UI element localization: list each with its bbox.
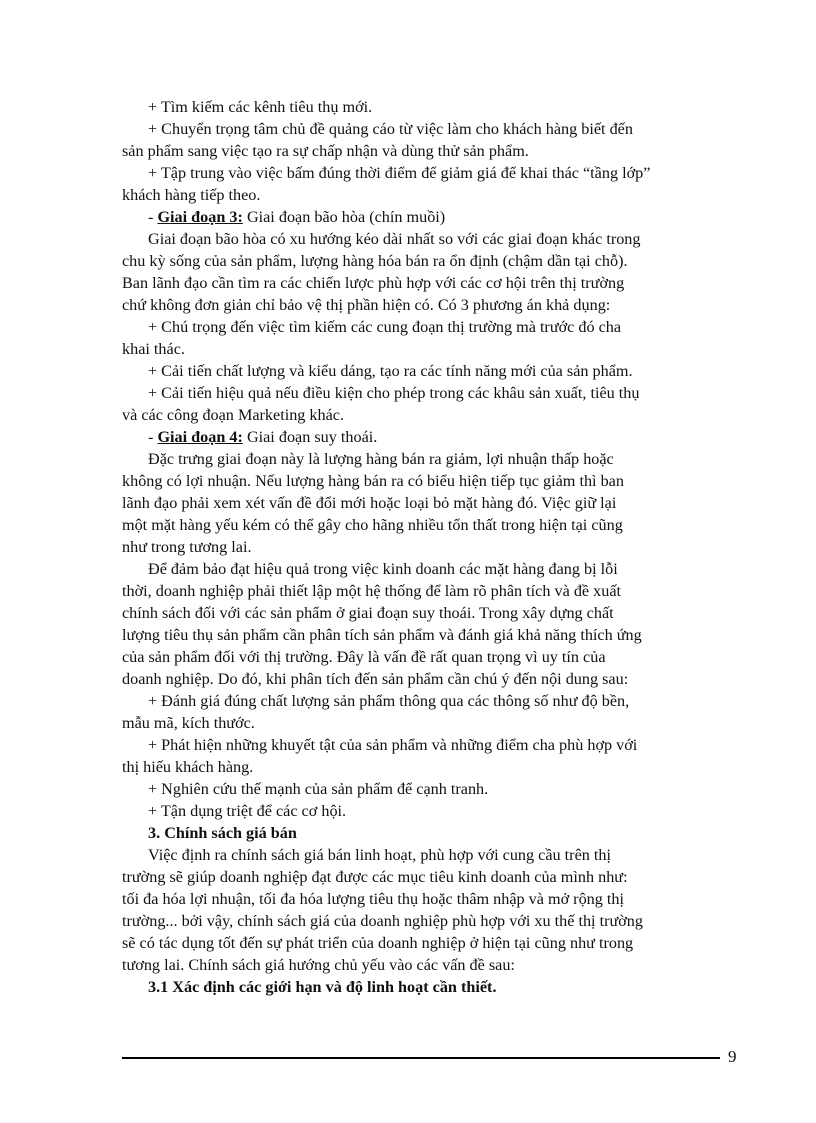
text-line <box>122 360 732 382</box>
text-content: + Nghiên cứu thế mạnh của sản phẩm để cạnh tranh. <box>148 780 489 798</box>
text-line <box>122 250 732 272</box>
text-content: doanh nghiệp. Do đó, khi phân tích đến sản phẩm cần chú ý đến nội dung sau: <box>122 670 629 688</box>
footer-rule <box>122 1057 720 1059</box>
text-content: thời, doanh nghiệp phải thiết lập một hệ thống để làm rõ phân tích và đề xuất <box>122 582 622 600</box>
text-line <box>122 272 732 294</box>
text-line <box>122 844 732 866</box>
text-line <box>122 228 732 250</box>
text-content: + Phát hiện những khuyết tật của sản phẩm và những điểm cha phù hợp với <box>148 736 638 754</box>
text-line <box>122 932 732 954</box>
heading-dash: - <box>148 428 158 446</box>
text-content: + Tìm kiếm các kênh tiêu thụ mới. <box>148 98 373 116</box>
text-line <box>122 536 732 558</box>
text-line <box>122 954 732 976</box>
text-content: sản phẩm sang việc tạo ra sự chấp nhận và dùng thử sản phẩm. <box>122 142 529 160</box>
text-content: sẽ có tác dụng tốt đến sự phát triển của doanh nghiệp ở hiện tại cũng như trong <box>122 934 634 952</box>
text-content: chu kỳ sống của sản phẩm, lượng hàng hóa bán ra ổn định (chậm dần tại chỗ). <box>122 252 628 270</box>
text-content: + Cải tiến chất lượng và kiểu dáng, tạo ra các tính năng mới của sản phẩm. <box>148 362 633 380</box>
text-content: không có lợi nhuận. Nếu lượng hàng bán ra có biểu hiện tiếp tục giảm thì ban <box>122 472 624 490</box>
text-line <box>122 888 732 910</box>
text-content: + Tập trung vào việc bấm đúng thời điểm để giảm giá để khai thác “tầng lớp” <box>148 164 651 182</box>
text-line <box>122 756 732 778</box>
text-line <box>122 140 732 162</box>
text-content: chứ không đơn giản chỉ bảo vệ thị phần hiện có. Có 3 phương án khả dụng: <box>122 296 611 314</box>
text-line <box>122 426 732 448</box>
stage-heading: Giai đoạn 4: <box>157 428 243 446</box>
text-content: mẫu mã, kích thước. <box>122 714 255 732</box>
text-line <box>122 162 732 184</box>
text-content: trường... bởi vậy, chính sách giá của doanh nghiệp phù hợp với xu thế thị trường <box>122 912 643 930</box>
text-content: Để đảm bảo đạt hiệu quả trong việc kinh doanh các mặt hàng đang bị lỗi <box>148 560 618 578</box>
text-content: + Chuyển trọng tâm chủ đề quảng cáo từ việc làm cho khách hàng biết đến <box>148 120 633 138</box>
text-content: như trong tương lai. <box>122 538 252 556</box>
text-line <box>122 712 732 734</box>
text-line <box>122 558 732 580</box>
text-line <box>122 602 732 624</box>
text-content: một mặt hàng yếu kém có thể gây cho hãng nhiều tổn thất trong hiện tại cũng <box>122 516 623 534</box>
text-line <box>122 338 732 360</box>
text-line <box>122 184 732 206</box>
text-line <box>122 118 732 140</box>
text-content: khách hàng tiếp theo. <box>122 186 261 204</box>
text-line <box>122 470 732 492</box>
text-line <box>122 690 732 712</box>
text-line <box>122 800 732 822</box>
page-number: 9 <box>728 1047 737 1066</box>
section-heading: 3.1 Xác định các giới hạn và độ linh hoạt cần thiết. <box>148 978 497 996</box>
text-line <box>122 492 732 514</box>
text-line <box>122 624 732 646</box>
heading-dash: - <box>148 208 158 226</box>
text-line <box>122 778 732 800</box>
text-line <box>122 646 732 668</box>
text-line <box>122 866 732 888</box>
text-line <box>122 96 732 118</box>
text-content: Việc định ra chính sách giá bán linh hoạt, phù hợp với cung cầu trên thị <box>148 846 611 864</box>
text-content: Đặc trưng giai đoạn này là lượng hàng bán ra giảm, lợi nhuận thấp hoặc <box>148 450 614 468</box>
text-line <box>122 382 732 404</box>
text-line <box>122 448 732 470</box>
text-content: của sản phẩm đối với thị trường. Đây là vấn đề rất quan trọng vì uy tín của <box>122 648 606 666</box>
text-content: và các công đoạn Marketing khác. <box>122 406 345 424</box>
text-line <box>122 206 732 228</box>
text-content: khai thác. <box>122 340 185 358</box>
text-line <box>122 580 732 602</box>
text-content: Ban lãnh đạo cần tìm ra các chiến lược phù hợp với các cơ hội trên thị trường <box>122 274 625 292</box>
text-content: + Đánh giá đúng chất lượng sản phẩm thông qua các thông số như độ bền, <box>148 692 630 710</box>
text-content: thị hiếu khách hàng. <box>122 758 254 776</box>
text-content: lượng tiêu thụ sản phẩm cần phân tích sản phẩm và đánh giá khả năng thích ứng <box>122 626 642 644</box>
text-line <box>122 404 732 426</box>
text-content: trường sẽ giúp doanh nghiệp đạt được các mục tiêu kinh doanh của mình như: <box>122 868 628 886</box>
text-line <box>122 910 732 932</box>
text-content: lãnh đạo phải xem xét vấn đề đổi mới hoặc loại bỏ mặt hàng đó. Việc giữ lại <box>122 494 617 512</box>
text-line <box>122 316 732 338</box>
text-line <box>122 976 732 998</box>
section-heading: 3. Chính sách giá bán <box>148 824 297 842</box>
stage-title: Giai đoạn suy thoái. <box>242 428 378 446</box>
text-content: tối đa hóa lợi nhuận, tối đa hóa lượng tiêu thụ hoặc thâm nhập và mở rộng thị <box>122 890 624 908</box>
text-content: + Tận dụng triệt để các cơ hội. <box>148 802 347 820</box>
text-line <box>122 294 732 316</box>
text-content: tương lai. Chính sách giá hướng chủ yếu vào các vấn đề sau: <box>122 956 515 974</box>
text-line <box>122 514 732 536</box>
stage-title: Giai đoạn bão hòa (chín muồi) <box>242 208 446 226</box>
text-content: chính sách đối với các sản phẩm ở giai đoạn suy thoái. Trong xây dựng chất <box>122 604 614 622</box>
text-content: + Chú trọng đến việc tìm kiếm các cung đoạn thị trường mà trước đó cha <box>148 318 622 336</box>
text-content: Giai đoạn bão hòa có xu hướng kéo dài nhất so với các giai đoạn khác trong <box>148 230 641 248</box>
text-line <box>122 822 732 844</box>
text-line <box>122 668 732 690</box>
stage-heading: Giai đoạn 3: <box>157 208 243 226</box>
document-body <box>122 96 732 998</box>
text-line <box>122 734 732 756</box>
text-content: + Cải tiến hiệu quả nếu điều kiện cho phép trong các khâu sản xuất, tiêu thụ <box>148 384 640 402</box>
